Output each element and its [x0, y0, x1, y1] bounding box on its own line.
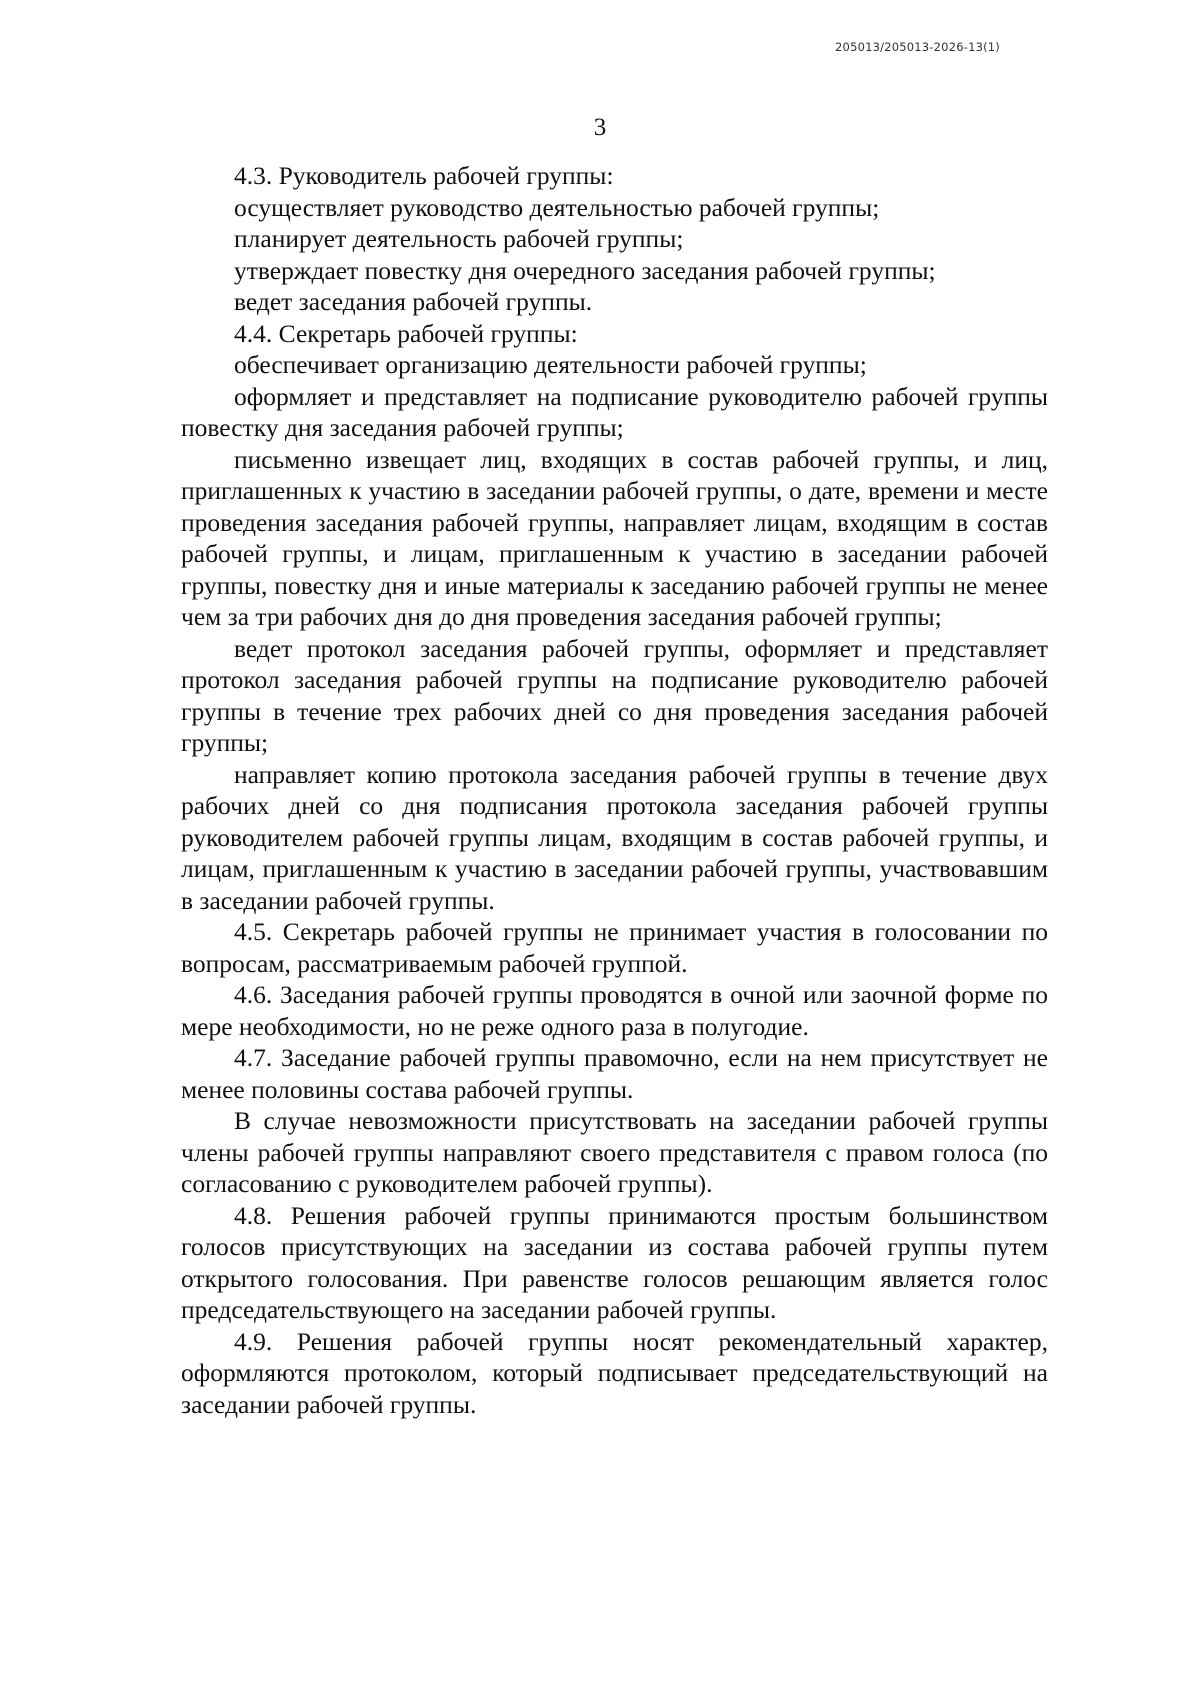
paragraph-4-3-item-2: планирует деятельность рабочей группы; [234, 224, 684, 253]
paragraph-4-4-item-2: оформляет и представляет на подписание руководителю рабочей группы повестку дня заседания рабочей группы; [181, 381, 1048, 442]
paragraph-4-4-item-5: направляет копию протокола заседания рабочей группы в течение двух рабочих дней со дня подписания протокола заседания рабочей группы руководителем рабочей группы лицам, входящим в состав рабочей группы, и лицам, приглашенным к участию в заседании рабочей группы, участвовавшим в заседании рабочей группы. [181, 759, 1048, 915]
paragraph-4-9: 4.9. Решения рабочей группы носят рекомендательный характер, оформляются протоколом, который подписывает председательствующий на заседании рабочей группы. [181, 1326, 1048, 1419]
paragraph-4-3-item-4: ведет заседания рабочей группы. [234, 287, 593, 316]
paragraph-4-5: 4.5. Секретарь рабочей группы не принимает участия в голосовании по вопросам, рассматриваемым рабочей группой. [181, 917, 1048, 978]
paragraph-4-3-item-1: осуществляет руководство деятельностью рабочей группы; [234, 192, 880, 222]
paragraph-4-6: 4.6. Заседания рабочей группы проводятся в очной или заочной форме по мере необходимости, но не реже одного раза в полугодие. [181, 980, 1048, 1041]
paragraph-4-3-heading: 4.3. Руководитель рабочей группы: [234, 161, 614, 190]
paragraph-4-3-item-3: утверждает повестку дня очередного заседания рабочей группы; [234, 255, 936, 285]
document-body [181, 160, 1048, 1420]
paragraph-4-7-continued: В случае невозможности присутствовать на заседании рабочей группы члены рабочей группы направляют своего представителя с правом голоса (по согласованию с руководителем рабочей группы). [181, 1106, 1048, 1198]
paragraph-4-4-item-3: письменно извещает лиц, входящих в состав рабочей группы, и лиц, приглашенных к участию в заседании рабочей группы, о дате, времени и месте проведения заседания рабочей группы, направляет лицам, входящим в состав рабочей группы, и лицам, приглашенным к участию в заседании рабочей группы, повестку дня и иные материалы к заседанию рабочей группы не менее чем за три рабочих дня до дня проведения заседания рабочей группы; [181, 444, 1048, 631]
paragraph-4-4-item-4: ведет протокол заседания рабочей группы, оформляет и представляет протокол заседания рабочей группы на подписание руководителю рабочей группы в течение трех рабочих дней со дня проведения заседания рабочей группы; [181, 633, 1048, 757]
paragraph-4-4-item-1: обеспечивает организацию деятельности рабочей группы; [234, 350, 867, 379]
page-number: 3 [593, 114, 607, 141]
paragraph-4-4-heading: 4.4. Секретарь рабочей группы: [234, 318, 578, 348]
paragraph-4-7: 4.7. Заседание рабочей группы правомочно, если на нем присутствует не менее половины состава рабочей группы. [181, 1043, 1048, 1104]
paragraph-4-8: 4.8. Решения рабочей группы принимаются простым большинством голосов присутствующих на заседании из состава рабочей группы путем открытого голосования. При равенстве голосов решающим является голос председательствующего на заседании рабочей группы. [181, 1200, 1048, 1324]
document-id: 205013/205013-2026-13(1) [835, 40, 1000, 54]
